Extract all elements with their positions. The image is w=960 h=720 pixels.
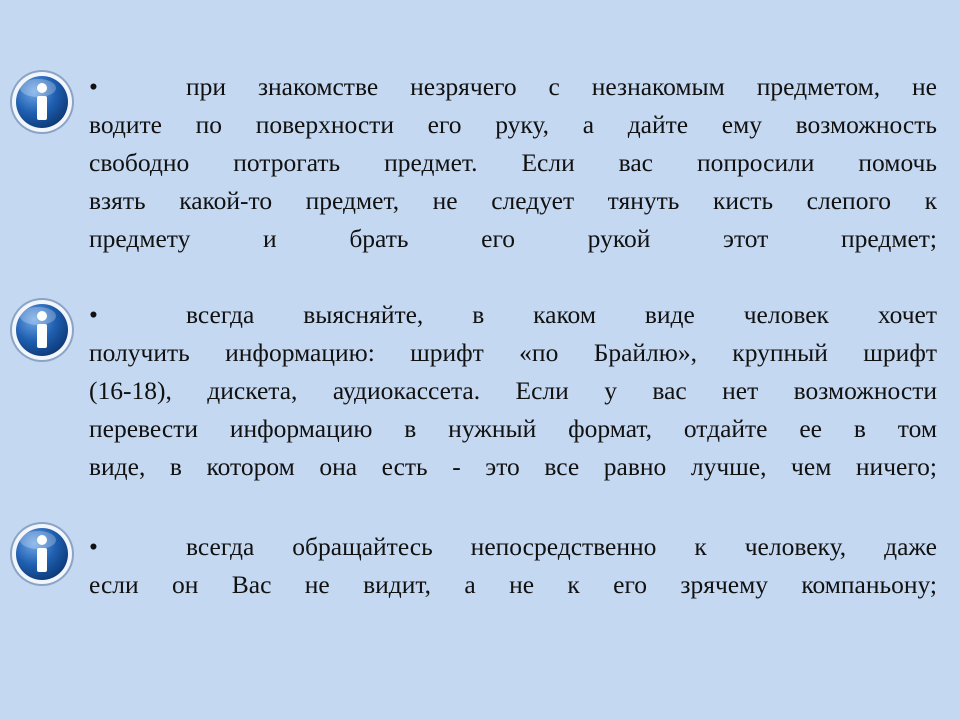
text-line: виде, в котором она есть - это все равно лучше, чем ничего; [89, 452, 937, 481]
text-line: всегда выясняйте, в каком виде человек хочет [186, 300, 937, 329]
info-icon [8, 68, 76, 136]
text-line: водите по поверхности его руку, а дайте ему возможность [89, 110, 937, 139]
item-text [89, 296, 937, 486]
text-line: получить информацию: шрифт «по Брайлю», крупный шрифт [89, 338, 937, 367]
text-line: взять какой-то предмет, не следует тянуть кисть слепого к [89, 186, 937, 215]
text-line: перевести информацию в нужный формат, отдайте ее в том [89, 414, 937, 443]
text-line: предмету и брать его рукой этот предмет; [89, 224, 937, 253]
item-text [89, 68, 937, 258]
text-line: (16-18), дискета, аудиокассета. Если у вас нет возможности [89, 376, 937, 405]
info-icon [8, 520, 76, 588]
bullet: • [89, 300, 98, 329]
text-line: всегда обращайтесь непосредственно к человеку, даже [186, 532, 937, 561]
text-line: при знакомстве незрячего с незнакомым предметом, не [186, 72, 937, 101]
bullet: • [89, 532, 98, 561]
bullet: • [89, 72, 98, 101]
text-line: свободно потрогать предмет. Если вас попросили помочь [89, 148, 937, 177]
item-text [89, 528, 937, 604]
text-line: если он Вас не видит, а не к его зрячему компаньону; [89, 570, 937, 599]
info-icon [8, 296, 76, 364]
